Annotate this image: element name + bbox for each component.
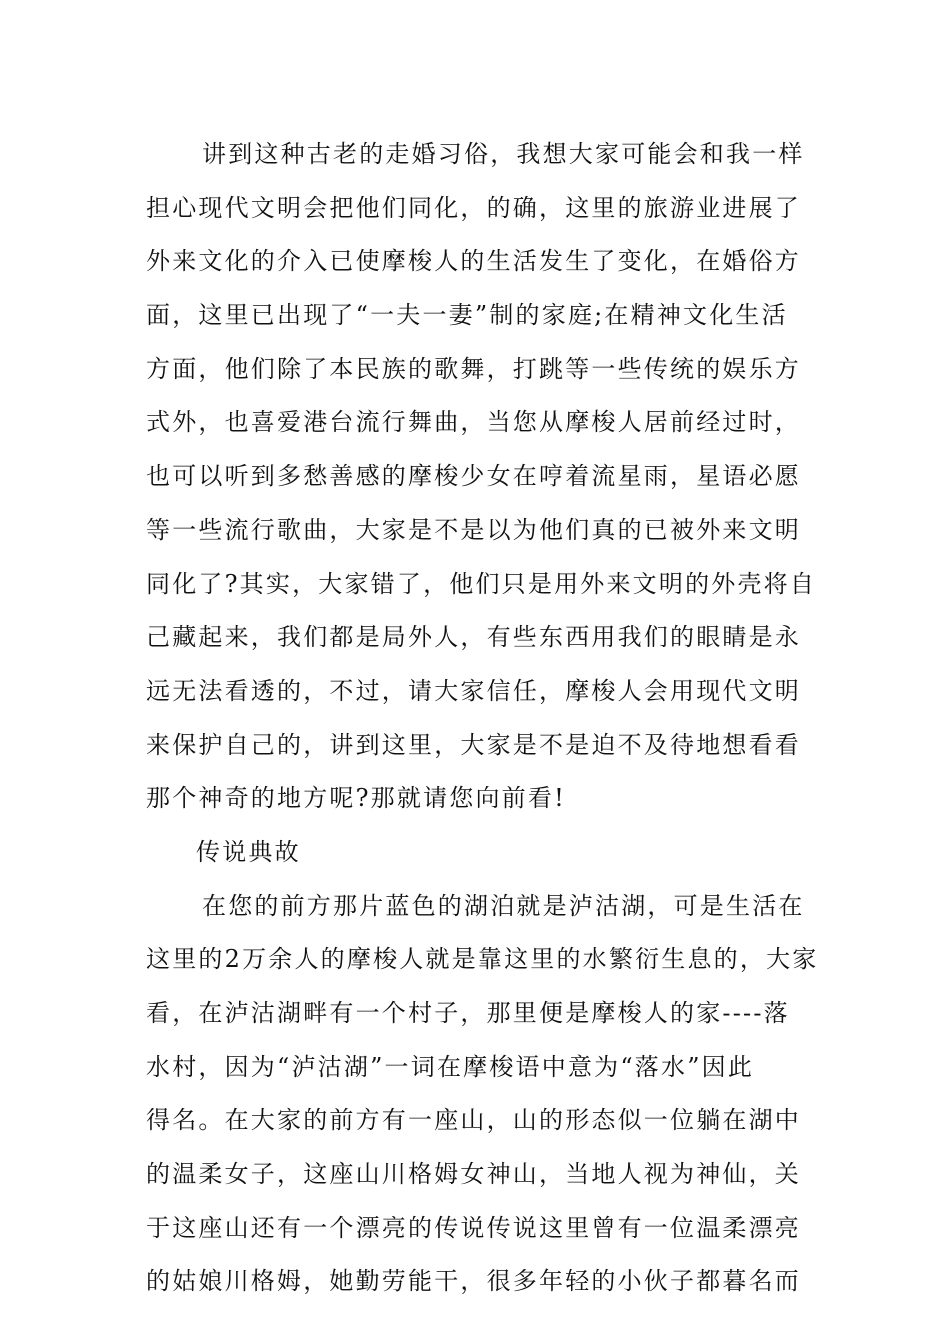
- paragraph-line: 这里的2万余人的摩梭人就是靠这里的水繁衍生息的，大家: [146, 945, 819, 974]
- paragraph-line: 远无法看透的，不过，请大家信任，摩梭人会用现代文明: [146, 676, 801, 705]
- paragraph-line: 担心现代文明会把他们同化，的确，这里的旅游业进展了: [146, 193, 801, 222]
- paragraph-line: 于这座山还有一个漂亮的传说传说这里曾有一位温柔漂亮: [146, 1213, 801, 1242]
- paragraph-line: 看，在泸沽湖畔有一个村子，那里便是摩梭人的家----落: [146, 999, 790, 1027]
- paragraph-line: 那个神奇的地方呢?那就请您向前看!: [146, 784, 566, 813]
- paragraph-line: 面，这里已出现了“一夫一妻”制的家庭;在精神文化生活: [146, 301, 788, 330]
- paragraph-line: 等一些流行歌曲，大家是不是以为他们真的已被外来文明: [146, 515, 801, 544]
- paragraph-line: 同化了?其实，大家错了，他们只是用外来文明的外壳将自: [146, 569, 817, 598]
- document-body: [146, 128, 819, 1309]
- paragraph-line: 来保护自己的，讲到这里，大家是不是迫不及待地想看看: [146, 730, 801, 759]
- paragraph-line: 讲到这种古老的走婚习俗，我想大家可能会和我一样: [202, 140, 805, 168]
- paragraph-line: 水村，因为“泸沽湖”一词在摩梭语中意为“落水”因此: [146, 1052, 755, 1081]
- paragraph-line: 方面，他们除了本民族的歌舞，打跳等一些传统的娱乐方: [146, 354, 801, 383]
- paragraph-line: 外来文化的介入已使摩梭人的生活发生了变化，在婚俗方: [146, 247, 801, 276]
- paragraph-line: 式外，也喜爱港台流行舞曲，当您从摩梭人居前经过时，: [146, 408, 801, 437]
- paragraph-line: 也可以听到多愁善感的摩梭少女在哼着流星雨，星语必愿: [146, 462, 801, 491]
- paragraph-line: 的温柔女子，这座山川格姆女神山，当地人视为神仙，关: [146, 1160, 801, 1189]
- paragraph-line: 得名。在大家的前方有一座山，山的形态似一位躺在湖中: [146, 1106, 801, 1135]
- paragraph-line: 在您的前方那片蓝色的湖泊就是泸沽湖，可是生活在: [202, 891, 805, 920]
- paragraph-line: 己藏起来，我们都是局外人，有些东西用我们的眼睛是永: [146, 623, 801, 652]
- section-heading: 传说典故: [196, 837, 301, 866]
- paragraph-line: 的姑娘川格姆，她勤劳能干，很多年轻的小伙子都暮名而: [146, 1267, 801, 1296]
